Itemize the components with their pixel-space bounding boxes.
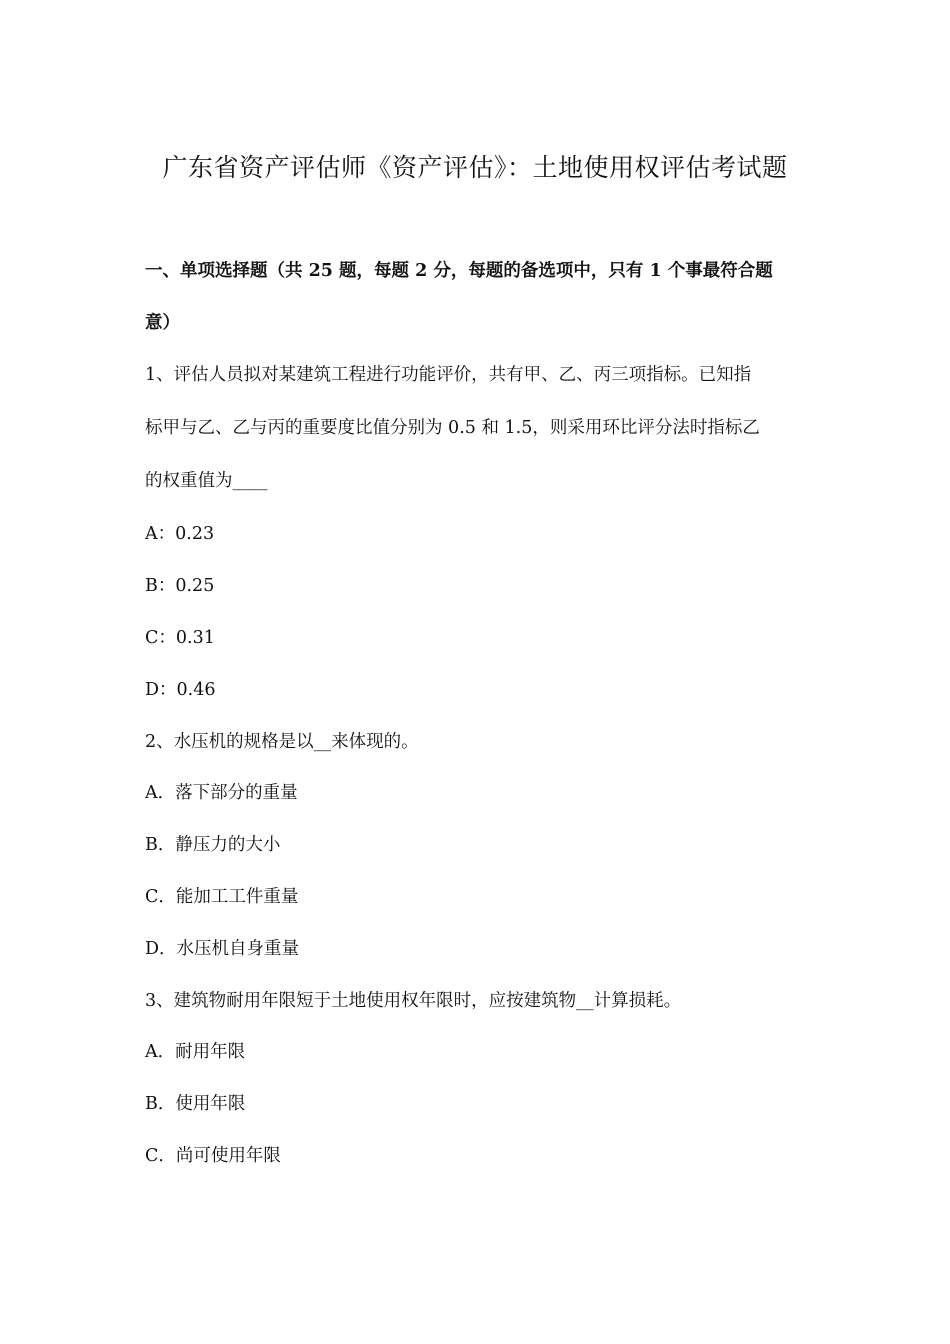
- question-2-option-d: D．水压机自身重量: [145, 939, 300, 959]
- question-3-option-b: B．使用年限: [145, 1094, 246, 1114]
- document-title: 广东省资产评估师《资产评估》：土地使用权评估考试题: [162, 153, 788, 182]
- question-3-stem: 3、建筑物耐用年限短于土地使用权年限时，应按建筑物__计算损耗。: [145, 991, 682, 1011]
- question-2-option-b: B．静压力的大小: [145, 835, 281, 855]
- question-2-stem: 2、水压机的规格是以__来体现的。: [145, 732, 419, 752]
- question-1-stem-line-2: 标甲与乙、乙与丙的重要度比值分别为 0.5 和 1.5，则采用环比评分法时指标乙: [145, 418, 760, 438]
- question-2-option-c: C．能加工工件重量: [145, 887, 299, 907]
- question-3-option-c: C．尚可使用年限: [145, 1146, 281, 1166]
- question-1-option-d: D：0.46: [145, 680, 216, 700]
- question-1-option-a: A：0.23: [145, 524, 215, 544]
- section-heading-line-1: 一、单项选择题（共 25 题，每题 2 分，每题的备选项中，只有 1 个事最符合题: [145, 261, 773, 281]
- question-1-option-c: C：0.31: [145, 628, 215, 648]
- question-1-stem-line-1: 1、评估人员拟对某建筑工程进行功能评价，共有甲、乙、丙三项指标。已知指: [145, 365, 752, 385]
- question-1-option-b: B：0.25: [145, 576, 215, 596]
- question-1-stem-line-3: 的权重值为____: [145, 471, 268, 491]
- question-2-option-a: A．落下部分的重量: [145, 783, 298, 803]
- question-3-option-a: A．耐用年限: [145, 1042, 246, 1062]
- section-heading-line-2: 意）: [145, 313, 180, 333]
